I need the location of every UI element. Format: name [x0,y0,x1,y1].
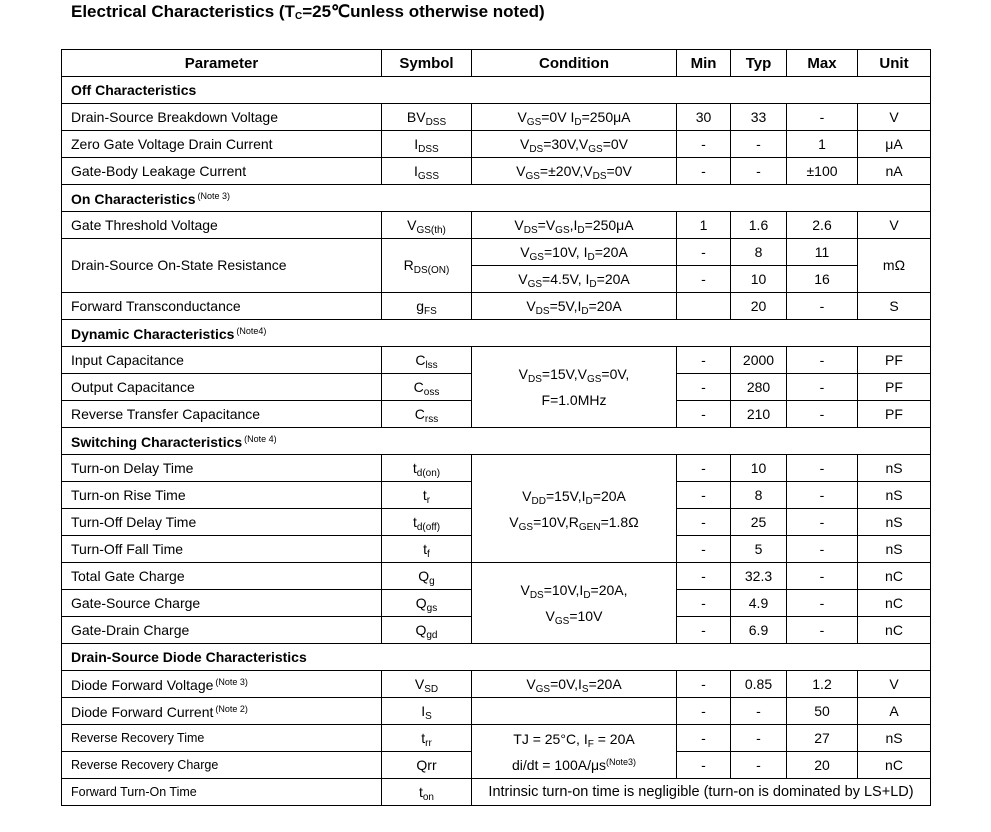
symbol-cell: $t_f$ [382,536,472,563]
max-cell: - [787,455,858,482]
typ-cell: 1.6 [731,212,787,239]
typ-cell: 8 [731,239,787,266]
min-cell: - [677,536,731,563]
typ-cell: 25 [731,509,787,536]
min-cell: - [677,347,731,374]
symbol-cell: $V_{SD}$ [382,671,472,698]
param-cell: Forward Transconductance [62,293,382,320]
unit-cell: V [858,671,931,698]
unit-cell: mΩ [858,239,931,293]
table-row [62,563,931,590]
condition-cell: $V_{GS}=0V,I_S=20A$ [472,671,677,698]
header-min: Min [677,50,731,77]
min-cell: - [677,239,731,266]
symbol-cell: $C_{oss}$ [382,374,472,401]
unit-cell: V [858,212,931,239]
unit-cell: nS [858,455,931,482]
section-title: On Characteristics $^{(Note 3)}$ [62,185,931,212]
unit-cell: nC [858,590,931,617]
max-cell: 16 [787,266,858,293]
condition-cell: $V_{DD}=15V,I_D=20A$ $V_{GS}=10V,R_{GEN}=1.8\Omega$ [472,455,677,563]
symbol-cell: Qrr [382,752,472,779]
max-cell: 1 [787,131,858,158]
typ-cell: 5 [731,536,787,563]
typ-cell: 10 [731,455,787,482]
condition-cell: $V_{DS}=15V,V_{GS}=0V$, F=1.0MHz [472,347,677,428]
unit-cell: PF [858,347,931,374]
condition-cell [472,698,677,725]
param-cell: Total Gate Charge [62,563,382,590]
table-row [62,347,931,374]
min-cell: - [677,482,731,509]
header-unit: Unit [858,50,931,77]
condition-cell: $V_{DS}=5V,I_D=20A$ [472,293,677,320]
condition-cell: $V_{GS}=\pm 20V,V_{DS}=0V$ [472,158,677,185]
min-cell: - [677,158,731,185]
max-cell: 2.6 [787,212,858,239]
typ-cell: 6.9 [731,617,787,644]
symbol-cell: $t_r$ [382,482,472,509]
min-cell: - [677,455,731,482]
header-parameter: Parameter [62,50,382,77]
param-cell: Reverse Recovery Charge [62,752,382,779]
max-cell: - [787,293,858,320]
typ-cell: - [731,698,787,725]
typ-cell: 10 [731,266,787,293]
symbol-cell: $g_{FS}$ [382,293,472,320]
max-cell: - [787,482,858,509]
unit-cell: V [858,104,931,131]
section-note: (Note 3) [197,191,231,201]
param-cell: Turn-on Rise Time [62,482,382,509]
typ-cell: 4.9 [731,590,787,617]
param-cell: Gate-Body Leakage Current [62,158,382,185]
section-note: (Note4) [236,326,267,336]
table-row [62,104,931,131]
max-cell: 20 [787,752,858,779]
typ-cell: 8 [731,482,787,509]
min-cell: - [677,509,731,536]
condition-cell: $V_{DS}=10V,I_D=20A$, $V_{GS}=10V$ [472,563,677,644]
section-on [62,185,931,212]
param-cell: Drain-Source On-State Resistance [62,239,382,293]
condition-cell: $V_{GS}=0V$ $I_D=250\mu A$ [472,104,677,131]
symbol-cell: $R_{DS(ON)}$ [382,239,472,293]
unit-cell: S [858,293,931,320]
symbol-cell: $C_{lss}$ [382,347,472,374]
condition-cell: $V_{DS}=30V,V_{GS}=0V$ [472,131,677,158]
min-cell: - [677,131,731,158]
typ-cell: 0.85 [731,671,787,698]
unit-cell: PF [858,374,931,401]
header-max: Max [787,50,858,77]
unit-cell: nC [858,752,931,779]
condition-cell: Intrinsic turn-on time is negligible (turn-on is dominated by LS+LD) [472,779,931,806]
section-switching [62,428,931,455]
unit-cell: nC [858,563,931,590]
max-cell: - [787,563,858,590]
table-row [62,698,931,725]
table-row [62,725,931,752]
param-cell: Diode Forward Voltage $^{(Note 3)}$ [62,671,382,698]
min-cell: - [677,671,731,698]
symbol-cell: $t_{on}$ [382,779,472,806]
param-cell: Turn-Off Fall Time [62,536,382,563]
param-cell: Input Capacitance [62,347,382,374]
param-cell: Drain-Source Breakdown Voltage [62,104,382,131]
param-cell: Gate Threshold Voltage [62,212,382,239]
max-cell: - [787,347,858,374]
header-symbol: Symbol [382,50,472,77]
unit-cell: nS [858,482,931,509]
min-cell [677,293,731,320]
min-cell: - [677,617,731,644]
symbol-cell: $I_S$ [382,698,472,725]
table-row [62,455,931,482]
typ-cell: 32.3 [731,563,787,590]
table-row [62,212,931,239]
header-condition: Condition [472,50,677,77]
unit-cell: nS [858,536,931,563]
condition-cell: $V_{GS}=4.5V$, $I_D=20A$ [472,266,677,293]
table-row [62,131,931,158]
min-cell: - [677,698,731,725]
symbol-cell: $I_{GSS}$ [382,158,472,185]
min-cell: - [677,563,731,590]
min-cell: - [677,752,731,779]
page-title: Electrical Characteristics ($T_C=25℃unless$ otherwise noted) [71,2,545,22]
symbol-cell: $t_{d(off)}$ [382,509,472,536]
table-row [62,158,931,185]
max-cell: - [787,509,858,536]
max-cell: - [787,617,858,644]
unit-cell: A [858,698,931,725]
symbol-cell: $t_{d(on)}$ [382,455,472,482]
max-cell: ±100 [787,158,858,185]
min-cell: 1 [677,212,731,239]
param-cell: Zero Gate Voltage Drain Current [62,131,382,158]
table-row [62,671,931,698]
symbol-cell: $Q_{gs}$ [382,590,472,617]
symbol-cell: $C_{rss}$ [382,401,472,428]
symbol-cell: $I_{DSS}$ [382,131,472,158]
condition-cell: $V_{GS}=10V$, $I_D=20A$ [472,239,677,266]
unit-cell: nS [858,509,931,536]
unit-cell: nC [858,617,931,644]
typ-cell: 210 [731,401,787,428]
section-diode [62,644,931,671]
unit-cell: nA [858,158,931,185]
max-cell: 11 [787,239,858,266]
min-cell: - [677,374,731,401]
unit-cell: PF [858,401,931,428]
header-row [62,50,931,77]
table-row [62,239,931,266]
section-dynamic [62,320,931,347]
section-title: Dynamic Characteristics $^{(Note4)}$ [62,320,931,347]
symbol-cell: $Q_g$ [382,563,472,590]
typ-cell: 20 [731,293,787,320]
typ-cell: 33 [731,104,787,131]
param-cell: Output Capacitance [62,374,382,401]
symbol-cell: $BV_{DSS}$ [382,104,472,131]
param-cell: Gate-Source Charge [62,590,382,617]
symbol-cell: $t_{rr}$ [382,725,472,752]
section-title: Switching Characteristics $^{(Note 4)}$ [62,428,931,455]
max-cell: - [787,401,858,428]
symbol-cell: $Q_{gd}$ [382,617,472,644]
typ-cell: - [731,752,787,779]
min-cell: - [677,266,731,293]
max-cell: 1.2 [787,671,858,698]
typ-cell: 2000 [731,347,787,374]
condition-cell: TJ = 25°C, $I_F = 20A$ $di/dt = 100A/\mu s^{(Note3)}$ [472,725,677,779]
header-typ: Typ [731,50,787,77]
param-cell: Reverse Recovery Time [62,725,382,752]
max-cell: - [787,590,858,617]
param-cell: Gate-Drain Charge [62,617,382,644]
section-title: Off Characteristics [62,77,931,104]
section-title: Drain-Source Diode Characteristics [62,644,931,671]
typ-cell: - [731,158,787,185]
param-cell: Diode Forward Current $^{(Note 2)}$ [62,698,382,725]
typ-cell: - [731,725,787,752]
symbol-cell: $V_{GS(th)}$ [382,212,472,239]
unit-cell: nS [858,725,931,752]
param-cell: Reverse Transfer Capacitance [62,401,382,428]
table-row [62,779,931,806]
param-cell: Forward Turn-On Time [62,779,382,806]
typ-cell: 280 [731,374,787,401]
unit-cell: μA [858,131,931,158]
min-cell: - [677,725,731,752]
min-cell: - [677,590,731,617]
section-note: (Note 4) [244,434,277,444]
section-off [62,77,931,104]
min-cell: 30 [677,104,731,131]
max-cell: - [787,104,858,131]
param-cell: Turn-Off Delay Time [62,509,382,536]
electrical-characteristics-table [61,49,931,806]
max-cell: 50 [787,698,858,725]
max-cell: 27 [787,725,858,752]
table-row [62,293,931,320]
min-cell: - [677,401,731,428]
max-cell: - [787,374,858,401]
max-cell: - [787,536,858,563]
param-cell: Turn-on Delay Time [62,455,382,482]
typ-cell: - [731,131,787,158]
condition-cell: $V_{DS}=V_{GS},I_D=250\mu A$ [472,212,677,239]
